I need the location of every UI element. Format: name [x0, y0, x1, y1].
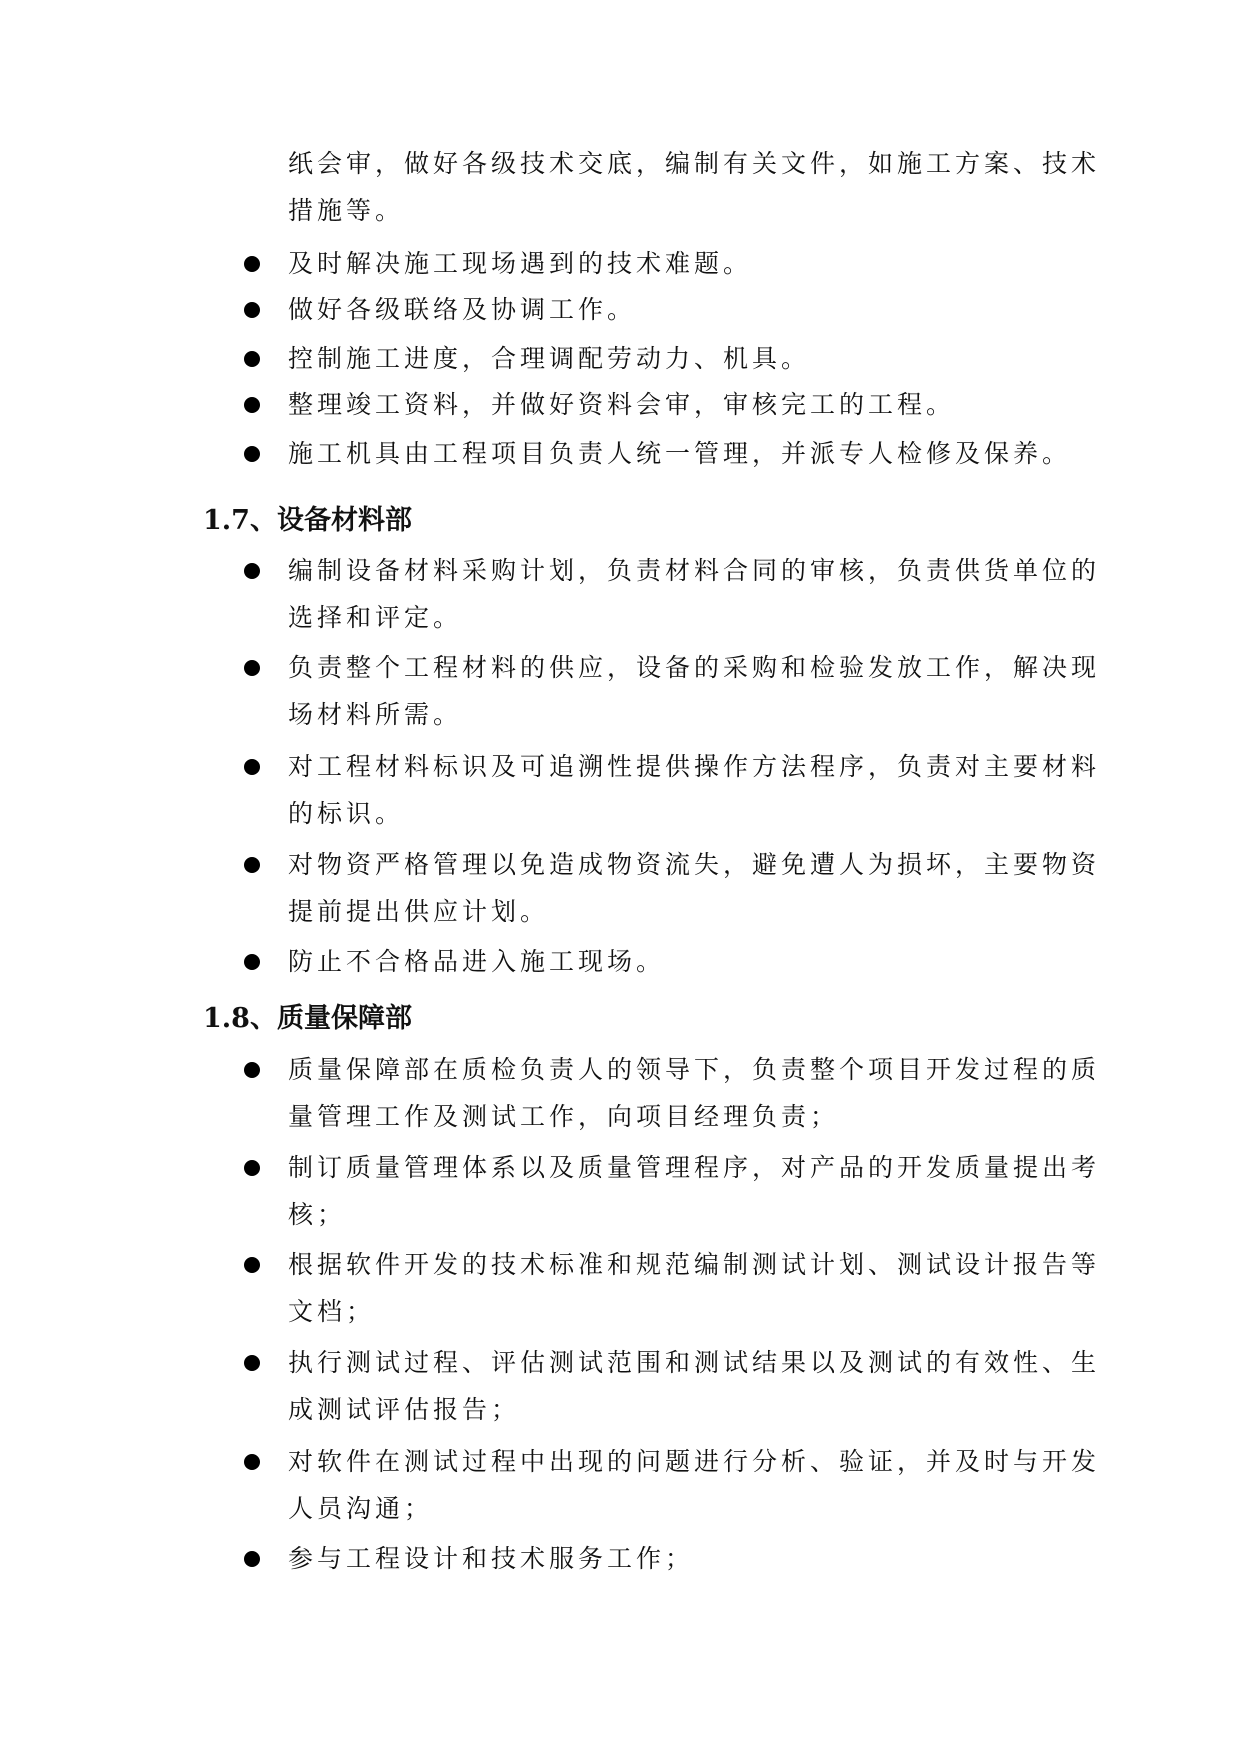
list-item-continuation: 量管理工作及测试工作，向项目经理负责；	[288, 1102, 840, 1131]
list-item: 做好各级联络及协调工作。	[288, 295, 637, 324]
list-item: 参与工程设计和技术服务工作；	[288, 1544, 695, 1573]
list-item: 对物资严格管理以免造成物资流失，避免遭人为损坏，主要物资	[288, 850, 1101, 879]
list-item: 负责整个工程材料的供应，设备的采购和检验发放工作，解决现	[288, 653, 1101, 682]
bullet-icon	[244, 759, 260, 775]
bullet-icon	[244, 446, 260, 462]
bullet-icon	[244, 351, 260, 367]
list-item: 制订质量管理体系以及质量管理程序，对产品的开发质量提出考	[288, 1153, 1101, 1182]
bullet-icon	[244, 1551, 260, 1567]
text-line: 纸会审，做好各级技术交底，编制有关文件，如施工方案、技术	[288, 149, 1101, 178]
list-item: 防止不合格品进入施工现场。	[288, 947, 666, 976]
list-item: 整理竣工资料，并做好资料会审，审核完工的工程。	[288, 390, 956, 419]
list-item-continuation: 提前提出供应计划。	[288, 897, 550, 926]
bullet-icon	[244, 563, 260, 579]
bullet-icon	[244, 1355, 260, 1371]
list-item-continuation: 人员沟通；	[288, 1494, 434, 1523]
list-item-continuation: 文档；	[288, 1297, 376, 1326]
list-item: 及时解决施工现场遇到的技术难题。	[288, 249, 753, 278]
text-line: 措施等。	[288, 196, 405, 225]
list-item-continuation: 核；	[288, 1200, 347, 1229]
list-item: 对工程材料标识及可追溯性提供操作方法程序，负责对主要材料	[288, 752, 1101, 781]
section-heading: 1.7、设备材料部	[203, 505, 412, 536]
bullet-icon	[244, 857, 260, 873]
bullet-icon	[244, 954, 260, 970]
bullet-icon	[244, 1454, 260, 1470]
section-heading: 1.8、质量保障部	[203, 1003, 412, 1034]
list-item: 对软件在测试过程中出现的问题进行分析、验证，并及时与开发	[288, 1447, 1101, 1476]
list-item-continuation: 成测试评估报告；	[288, 1395, 521, 1424]
bullet-icon	[244, 256, 260, 272]
list-item: 根据软件开发的技术标准和规范编制测试计划、测试设计报告等	[288, 1250, 1101, 1279]
bullet-icon	[244, 397, 260, 413]
bullet-icon	[244, 302, 260, 318]
list-item: 控制施工进度，合理调配劳动力、机具。	[288, 344, 811, 373]
list-item-continuation: 选择和评定。	[288, 603, 463, 632]
bullet-icon	[244, 1160, 260, 1176]
list-item: 质量保障部在质检负责人的领导下，负责整个项目开发过程的质	[288, 1055, 1101, 1084]
list-item: 编制设备材料采购计划，负责材料合同的审核，负责供货单位的	[288, 556, 1101, 585]
list-item-continuation: 的标识。	[288, 799, 405, 828]
bullet-icon	[244, 1062, 260, 1078]
bullet-icon	[244, 660, 260, 676]
list-item: 施工机具由工程项目负责人统一管理，并派专人检修及保养。	[288, 439, 1072, 468]
list-item: 执行测试过程、评估测试范围和测试结果以及测试的有效性、生	[288, 1348, 1101, 1377]
list-item-continuation: 场材料所需。	[288, 700, 463, 729]
bullet-icon	[244, 1257, 260, 1273]
